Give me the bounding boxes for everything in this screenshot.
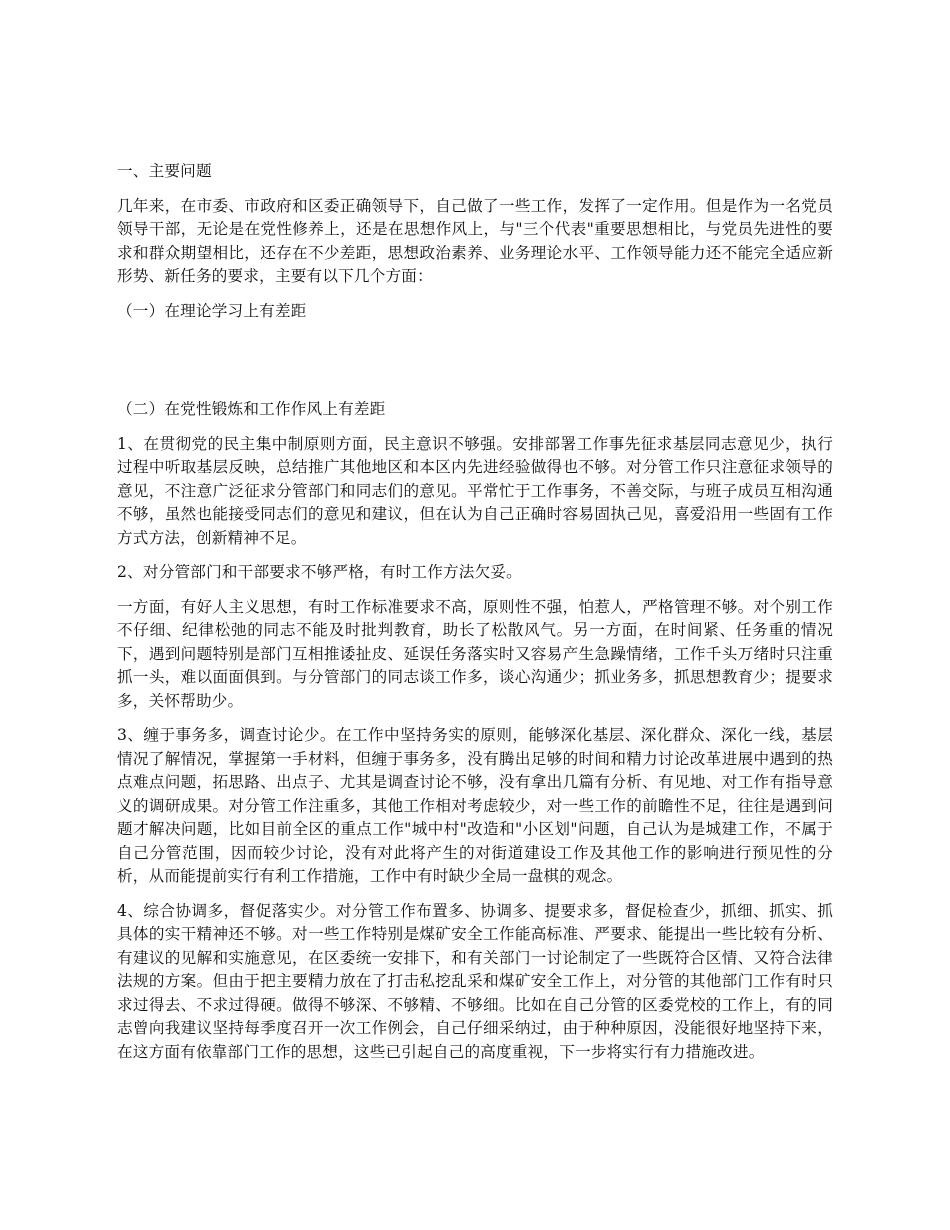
section-heading: 一、主要问题 bbox=[117, 162, 212, 180]
intro-paragraph: 几年来，在市委、市政府和区委正确领导下，自己做了一些工作，发挥了一定作用。但是作为一名党员领导干部，无论是在党性修养上，还是在思想作风上，与"三个代表"重要思想相比，与党员先进性的要求和群众期望相比，还存在不少差距，思想政治素养、业务理论水平、工作领导能力还不能完全适应新形势、新任务的要求，主要有以下几个方面： bbox=[117, 196, 833, 285]
item-paragraph-4: 4、综合协调多，督促落实少。对分管工作布置多、协调多、提要求多，督促检查少，抓细、抓实、抓具体的实干精神还不够。对一些工作特别是煤矿安全工作能高标准、严要求、能提出一些比较有分析、有建议的见解和实施意见，在区委统一安排下，和有关部门一讨论制定了一些既符合区情、又符合法律法规的方案。但由于把主要精力放在了打击私挖乱采和煤矿安全工作上，对分管的其他部门工作有时只求过得去、不求过得硬。做得不够深、不够精、不够细。比如在自己分管的区委党校的工作上，有的同志曾向我建议坚持每季度召开一次工作例会，自己仔细采纳过，由于种种原因，没能很好地坚持下来，在这方面有依靠部门工作的思想，这些已引起自己的高度重视，下一步将实行有力措施改进。 bbox=[117, 901, 833, 1061]
item-paragraph-2: 2、对分管部门和干部要求不够严格，有时工作方法欠妥。 bbox=[117, 563, 522, 581]
item-paragraph-1: 1、在贯彻党的民主集中制原则方面，民主意识不够强。安排部署工作事先征求基层同志意见少，执行过程中听取基层反映，总结推广其他地区和本区内先进经验做得也不够。对分管工作只注意征求领导的意见，不注意广泛征求分管部门和同志们的意见。平常忙于工作事务，不善交际，与班子成员互相沟通不够，虽然也能接受同志们的意见和建议，但在认为自己正确时容易固执己见，喜爱沿用一些固有工作方式方法，创新精神不足。 bbox=[117, 434, 833, 547]
document-body bbox=[117, 160, 833, 1075]
subsection-heading-theory: （一）在理论学习上有差距 bbox=[117, 301, 307, 320]
item-paragraph-2-detail: 一方面，有好人主义思想，有时工作标准要求不高，原则性不强，怕惹人，严格管理不够。对个别工作不仔细、纪律松弛的同志不能及时批判教育，助长了松散风气。另一方面，在时间紧、任务重的情况下，遇到问题特别是部门互相推诿扯皮、延误任务落实时又容易产生急躁情绪，工作千头万绪时只注重抓一头，难以面面俱到。与分管部门的同志谈工作多，谈心沟通少；抓业务多，抓思想教育少；提要求多，关怀帮助少。 bbox=[117, 597, 833, 710]
subsection-heading-party: （二）在党性锻炼和工作作风上有差距 bbox=[117, 400, 386, 418]
item-paragraph-3: 3、缠于事务多，调查讨论少。在工作中坚持务实的原则，能够深化基层、深化群众、深化一线，基层情况了解情况，掌握第一手材料，但缠于事务多，没有腾出足够的时间和精力讨论改革进展中遇到的热点难点问题，拓思路、出点子、尤其是调查讨论不够，没有拿出几篇有分析、有见地、对工作有指导意义的调研成果。对分管工作注重多，其他工作相对考虑较少，对一些工作的前瞻性不足，往往是遇到问题才解决问题，比如目前全区的重点工作"城中村"改造和"小区划"问题，自己认为是城建工作，不属于自己分管范围，因而较少讨论，没有对此将产生的对街道建设工作及其他工作的影响进行预见性的分析，从而能提前实行有利工作措施，工作中有时缺少全局一盘棋的观念。 bbox=[117, 726, 833, 885]
